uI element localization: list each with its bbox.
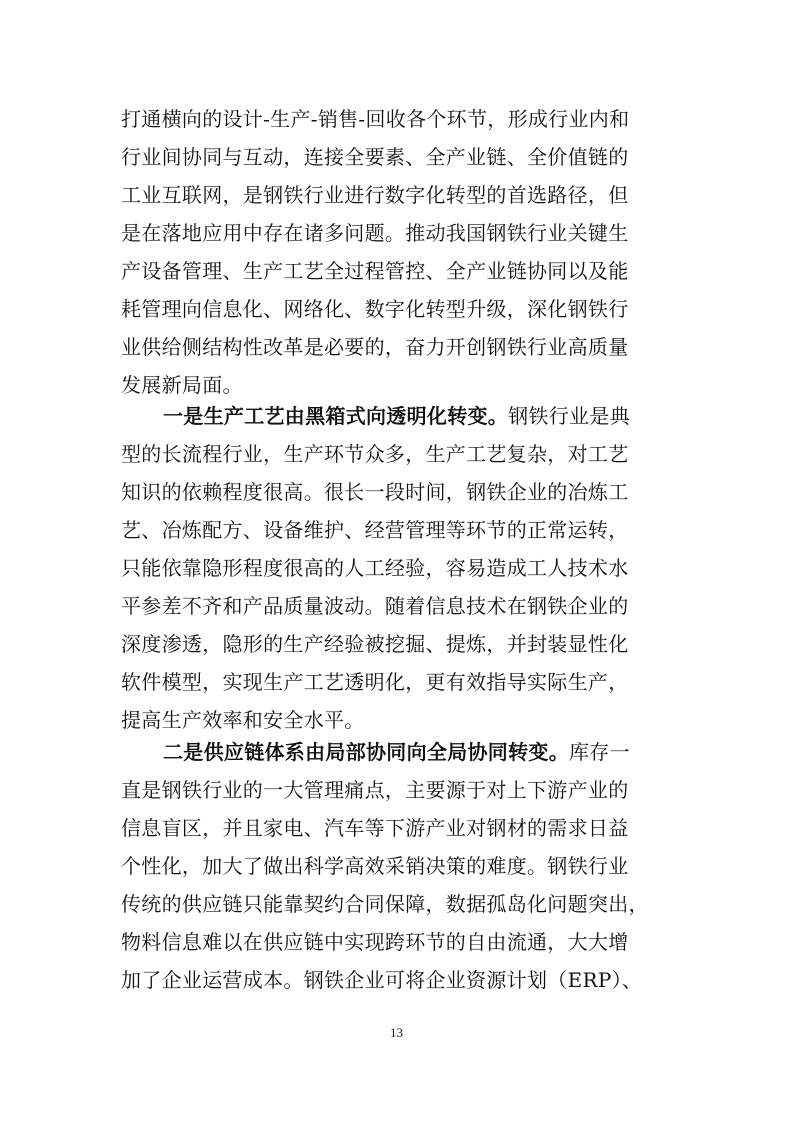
page-number: 13 bbox=[390, 1025, 403, 1040]
body-text-line: 型的长流程行业，生产环节众多，生产工艺复杂，对工艺 bbox=[121, 442, 629, 466]
body-text-line: 行业间协同与互动，连接全要素、全产业链、全价值链的 bbox=[121, 145, 629, 169]
body-text-line: 个性化，加大了做出科学高效采销决策的难度。钢铁行业 bbox=[121, 854, 629, 878]
section-heading: 二是供应链体系由局部协同向全局协同转变。 bbox=[163, 740, 569, 764]
paragraph-first-line bbox=[163, 740, 630, 764]
body-text-line: 直是钢铁行业的一大管理痛点，主要源于对上下游产业的 bbox=[121, 778, 629, 802]
body-text-line: 艺、冶炼配方、设备维护、经营管理等环节的正常运转， bbox=[121, 518, 629, 542]
body-text-line: 耗管理向信息化、网络化、数字化转型升级，深化钢铁行 bbox=[121, 297, 629, 321]
body-text-line: 打通横向的设计-生产-销售-回收各个环节，形成行业内和 bbox=[121, 107, 630, 131]
body-text-line: 软件模型，实现生产工艺透明化，更有效指导实际生产， bbox=[121, 670, 629, 694]
body-text-line: 发展新局面。 bbox=[121, 373, 243, 397]
body-text-fragment: 钢铁行业是典 bbox=[508, 404, 630, 428]
body-text-line: 加了企业运营成本。钢铁企业可将企业资源计划（ERP）、 bbox=[121, 968, 643, 992]
body-text-line: 物料信息难以在供应链中实现跨环节的自由流通，大大增 bbox=[121, 930, 629, 954]
body-text-line: 工业互联网，是钢铁行业进行数字化转型的首选路径，但 bbox=[121, 183, 629, 207]
body-text-line: 平参差不齐和产品质量波动。随着信息技术在钢铁企业的 bbox=[121, 594, 629, 618]
body-text-line: 只能依靠隐形程度很高的人工经验，容易造成工人技术水 bbox=[121, 556, 629, 580]
paragraph-first-line bbox=[163, 404, 630, 428]
body-text-line: 业供给侧结构性改革是必要的，奋力开创钢铁行业高质量 bbox=[121, 335, 629, 359]
body-text-line: 提高生产效率和安全水平。 bbox=[121, 708, 365, 732]
body-text-line: 信息盲区，并且家电、汽车等下游产业对钢材的需求日益 bbox=[121, 816, 629, 840]
body-text-fragment: 库存一 bbox=[569, 740, 630, 764]
body-text-line: 产设备管理、生产工艺全过程管控、全产业链协同以及能 bbox=[121, 259, 629, 283]
body-text-line: 传统的供应链只能靠契约合同保障，数据孤岛化问题突出， bbox=[121, 892, 649, 916]
body-text-line: 深度渗透，隐形的生产经验被挖掘、提炼，并封装显性化 bbox=[121, 632, 629, 656]
section-heading: 一是生产工艺由黑箱式向透明化转变。 bbox=[163, 404, 509, 428]
body-text-line: 是在落地应用中存在诸多问题。推动我国钢铁行业关键生 bbox=[121, 221, 629, 245]
body-text-line: 知识的依赖程度很高。很长一段时间，钢铁企业的冶炼工 bbox=[121, 480, 629, 504]
